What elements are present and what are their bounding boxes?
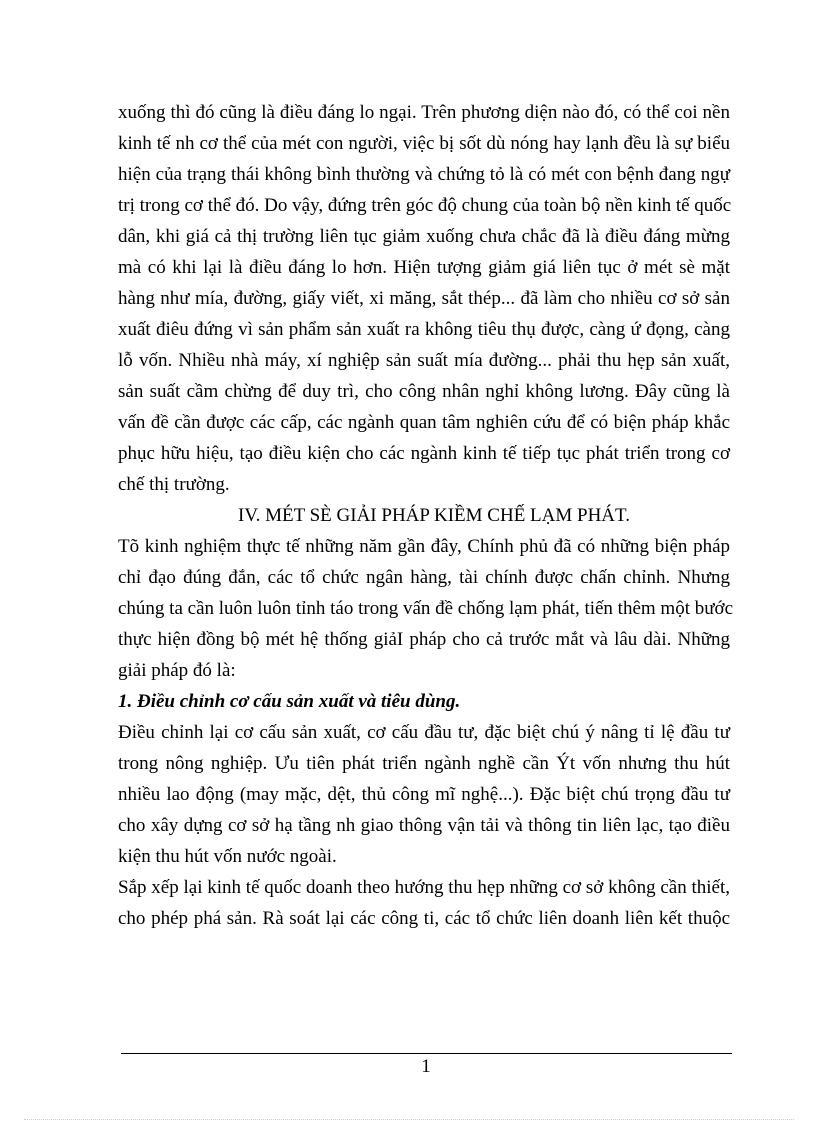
- text-line: dân, khi giá cả thị trường liên tục giảm xuống chưa chắc đã là điều đáng mừng: [118, 226, 730, 247]
- text-line: chỉ đạo đúng đắn, các tổ chức ngân hàng, tài chính được chấn chỉnh. Nhưng: [118, 567, 730, 588]
- subsection-heading: 1. Điều chỉnh cơ cấu sản xuất và tiêu dùng.: [118, 691, 461, 712]
- paragraph-3: [118, 717, 730, 872]
- text-line: kiện thu hút vốn nước ngoài.: [118, 846, 337, 867]
- page-number: 1: [421, 1056, 431, 1077]
- text-line: Tõ kinh nghiệm thực tế những năm gần đây, Chính phủ đã có những biện pháp: [118, 536, 730, 557]
- text-line: sản suất cầm chừng để duy trì, cho công nhân nghỉ không lương. Đây cũng là: [118, 381, 730, 402]
- text-line: chúng ta cần luôn luôn tỉnh táo trong vấn đề chống lạm phát, tiến thêm một bước: [118, 598, 734, 619]
- text-line: thực hiện đồng bộ mét hệ thống giảI pháp cho cả trước mắt và lâu dài. Những: [118, 629, 730, 650]
- text-line: trong nông nghiệp. Ưu tiên phát triển ngành nghề cần Ýt vốn nhưng thu hút: [118, 753, 730, 774]
- text-line: xuất điêu đứng vì sản phẩm sản xuất ra không tiêu thụ được, càng ứ đọng, càng: [118, 319, 730, 340]
- text-line: vấn đề cần được các cấp, các ngành quan tâm nghiên cứu để có biện pháp khắc: [118, 412, 730, 433]
- paragraph-1: [118, 97, 730, 500]
- page-edge-border: [24, 1119, 794, 1120]
- text-line: Sắp xếp lại kinh tế quốc doanh theo hướng thu hẹp những cơ sở không cần thiết,: [118, 877, 730, 898]
- text-line: kinh tế nh cơ thể của mét con người, việc bị sốt dù nóng hay lạnh đều là sự biểu: [118, 133, 730, 154]
- text-line: trị trong cơ thể đó. Do vậy, đứng trên góc độ chung của toàn bộ nền kinh tế quốc: [118, 195, 732, 216]
- paragraph-4: [118, 872, 730, 934]
- footer-divider: [121, 1053, 732, 1054]
- text-line: hiện của trạng thái không bình thường và chứng tỏ là có mét con bệnh đang ngự: [118, 164, 730, 185]
- section-heading: IV. MÉT SÈ GIẢI PHÁP KIỀM CHẾ LẠM PHÁT.: [238, 505, 630, 526]
- text-line: xuống thì đó cũng là điều đáng lo ngại. Trên phương diện nào đó, có thể coi nền: [118, 102, 730, 123]
- text-line: hàng như mía, đường, giấy viết, xi măng, sắt thép... đã làm cho nhiều cơ sở sản: [118, 288, 730, 309]
- text-line: phục hữu hiệu, tạo điều kiện cho các ngành kinh tế tiếp tục phát triển trong cơ: [118, 443, 730, 464]
- paragraph-2: [118, 531, 734, 686]
- text-line: cho phép phá sản. Rà soát lại các công ti, các tổ chức liên doanh liên kết thuộc: [118, 908, 730, 929]
- body-text: [118, 97, 734, 934]
- text-line: Điều chỉnh lại cơ cấu sản xuất, cơ cấu đầu tư, đặc biệt chú ý nâng tỉ lệ đầu tư: [118, 722, 730, 743]
- text-line: lỗ vốn. Nhiều nhà máy, xí nghiệp sản suất mía đường... phải thu hẹp sản xuất,: [118, 350, 730, 371]
- text-line: cho xây dựng cơ sở hạ tầng nh giao thông vận tải và thông tin liên lạc, tạo điều: [118, 815, 730, 836]
- text-line: nhiều lao động (may mặc, dệt, thủ công mĩ nghệ...). Đặc biệt chú trọng đầu tư: [118, 784, 730, 805]
- text-line: mà có khi lại là điều đáng lo hơn. Hiện tượng giảm giá liên tục ở mét sè mặt: [118, 257, 730, 278]
- text-line: chế thị trường.: [118, 474, 230, 495]
- text-line: giải pháp đó là:: [118, 660, 236, 681]
